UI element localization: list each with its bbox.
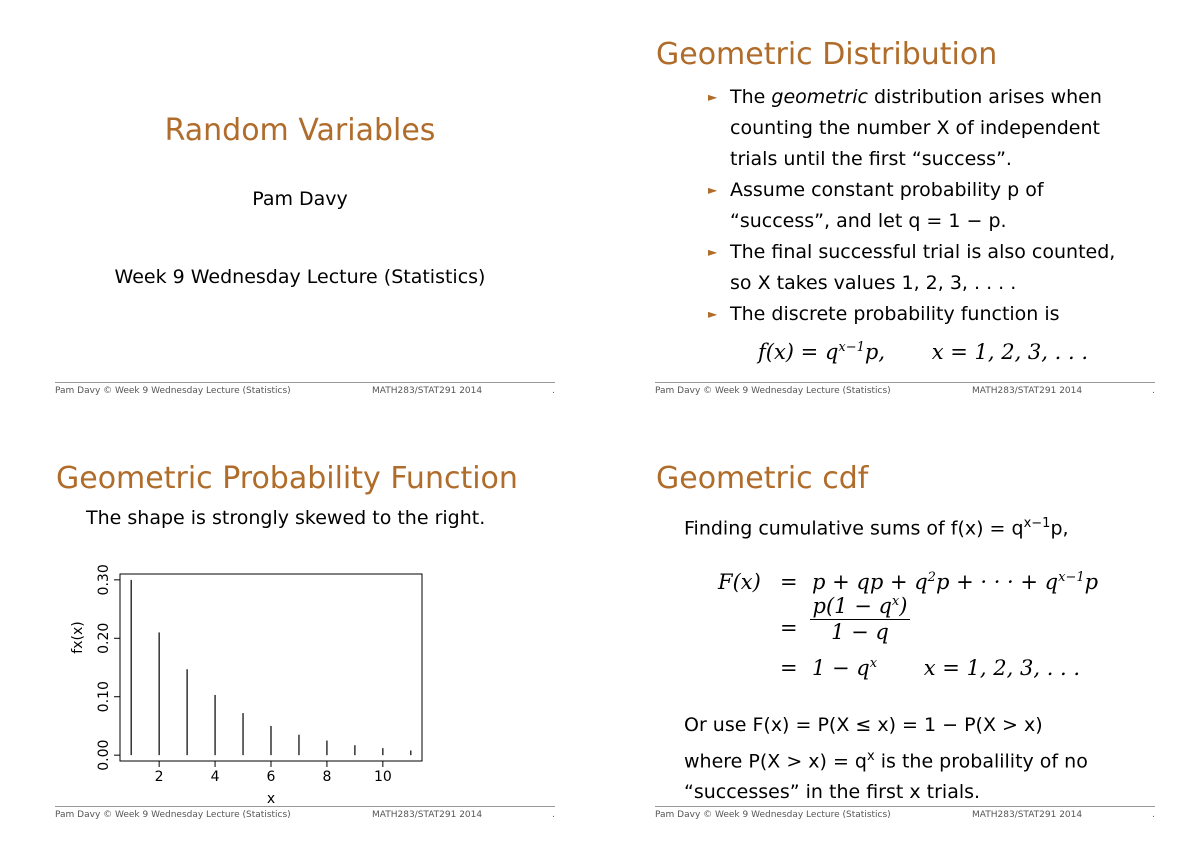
footer-left: Pam Davy © Week 9 Wednesday Lecture (Statistics) (655, 386, 891, 396)
footer-rule (55, 806, 555, 807)
slide-geometric-probability-function (0, 424, 600, 848)
y-axis-label: fx(x) (70, 621, 86, 654)
rhs3-sup: x (869, 656, 878, 671)
y-tick-label: 0.10 (96, 681, 112, 713)
x-tick-label: 2 (154, 769, 164, 785)
x-tick-label: 10 (373, 769, 392, 785)
bullet-2-line-1: Assume constant probability p of (730, 179, 1044, 201)
paragraph-line-3: “successes” in the first x trials. (684, 781, 981, 804)
slide-title (0, 0, 600, 424)
eq-p: p, (864, 340, 886, 364)
footer-left: Pam Davy © Week 9 Wednesday Lecture (Statistics) (655, 810, 891, 820)
paragraph-line-2 (684, 741, 1088, 777)
slide2-bullets (708, 82, 1170, 330)
bullet-1-line-3: trials until the first “success”. (730, 148, 1012, 170)
slide4-paragraph (684, 710, 1088, 808)
paragraph-line-1: Or use F(x) = P(X ≤ x) = 1 − P(X > x) (684, 714, 1043, 736)
slide1-subtitle: Week 9 Wednesday Lecture (Statistics) (114, 266, 486, 288)
cdf-eq-rhs-3 (812, 656, 1080, 680)
cdf-eq-line-1 (718, 570, 761, 594)
bullet-1-text-a: The (730, 86, 772, 108)
slide-geometric-distribution (600, 0, 1200, 424)
eq-domain: x = 1, 2, 3, . . . (931, 340, 1089, 364)
rhs1-b: p + · · · + q (935, 570, 1059, 594)
eq-lhs: f(x) = q (758, 340, 839, 364)
cdf-eq-sign-2: = (780, 616, 798, 640)
fraction-denominator: 1 − q (831, 620, 889, 644)
slide2-equation (758, 340, 1088, 364)
bullet-1-text-c: distribution arises when (867, 86, 1102, 108)
slide1-author: Pam Davy (252, 188, 348, 210)
x-tick-label: 4 (210, 769, 220, 785)
paragraph-line-2b: is the probalility of no (874, 750, 1088, 773)
footer-right: MATH283/STAT291 2014 (972, 386, 1083, 396)
x-tick-label: 6 (266, 769, 276, 785)
rhs1-a: p + qp + q (812, 570, 928, 594)
bullet-4 (708, 299, 1170, 330)
bullet-3-line-1: The final successful trial is also counted, (730, 241, 1116, 263)
footer-mark: . (552, 810, 555, 820)
numerator-sup: x (891, 594, 900, 609)
bullet-1 (708, 82, 1170, 175)
footer-rule (655, 382, 1155, 383)
cdf-lhs: F(x) (718, 570, 761, 594)
slide2-title: Geometric Distribution (656, 37, 998, 72)
bullet-3-line-2: so X takes values 1, 2, 3, . . . . (730, 272, 1017, 294)
bullet-triangle-icon: ► (708, 307, 718, 321)
intro-text: Finding cumulative sums of f(x) = q (684, 517, 1024, 540)
bullet-3 (708, 237, 1170, 299)
numerator-b: ) (899, 594, 908, 618)
x-axis-label: x (266, 791, 276, 807)
paragraph-line-2a: where P(X > x) = q (684, 750, 867, 773)
y-tick-label: 0.00 (96, 739, 112, 771)
geometric-pmf-chart (70, 554, 450, 814)
footer-right: MATH283/STAT291 2014 (372, 810, 483, 820)
footer-mark: . (1152, 386, 1155, 396)
intro-tail: p, (1050, 517, 1069, 540)
footer-right: MATH283/STAT291 2014 (972, 810, 1083, 820)
rhs3-domain: x = 1, 2, 3, . . . (923, 656, 1081, 680)
bullet-1-line-2: counting the number X of independent (730, 117, 1100, 139)
footer-mark: . (552, 386, 555, 396)
cdf-fraction (810, 594, 910, 644)
rhs1-c: p (1084, 570, 1099, 594)
slide1-title: Random Variables (164, 113, 436, 148)
fraction-numerator (810, 594, 910, 620)
bullet-triangle-icon: ► (708, 183, 718, 197)
bullet-1-emph: geometric (771, 86, 868, 108)
slide4-intro (684, 516, 1069, 539)
footer-rule (55, 382, 555, 383)
paragraph-line-2-sup: x (867, 749, 875, 764)
rhs1-sup2: x−1 (1058, 570, 1085, 585)
footer-left: Pam Davy © Week 9 Wednesday Lecture (Statistics) (55, 386, 291, 396)
cdf-eq-sign-1: = (780, 570, 798, 594)
rhs1-sup1: 2 (927, 570, 936, 585)
cdf-eq-sign-3: = (780, 656, 798, 680)
footer-mark: . (1152, 810, 1155, 820)
bullet-4-line-1: The discrete probability function is (730, 303, 1060, 325)
bullet-triangle-icon: ► (708, 245, 718, 259)
x-tick-label: 8 (322, 769, 332, 785)
slide3-title: Geometric Probability Function (56, 461, 518, 496)
slide3-subtitle: The shape is strongly skewed to the right. (86, 507, 486, 529)
slide-geometric-cdf (600, 424, 1200, 848)
eq-exponent: x−1 (838, 340, 865, 355)
footer-left: Pam Davy © Week 9 Wednesday Lecture (Statistics) (55, 810, 291, 820)
y-tick-label: 0.30 (96, 564, 112, 596)
cdf-eq-rhs-1 (812, 570, 1098, 594)
numerator-a: p(1 − q (812, 594, 892, 618)
footer-rule (655, 806, 1155, 807)
slide4-title: Geometric cdf (656, 461, 869, 496)
bullet-triangle-icon: ► (708, 90, 718, 104)
rhs3-a: 1 − q (812, 656, 870, 680)
intro-exponent: x−1 (1023, 516, 1051, 531)
footer-right: MATH283/STAT291 2014 (372, 386, 483, 396)
bullet-2-line-2: “success”, and let q = 1 − p. (730, 210, 1007, 232)
y-tick-label: 0.20 (96, 622, 112, 654)
bullet-2 (708, 175, 1170, 237)
